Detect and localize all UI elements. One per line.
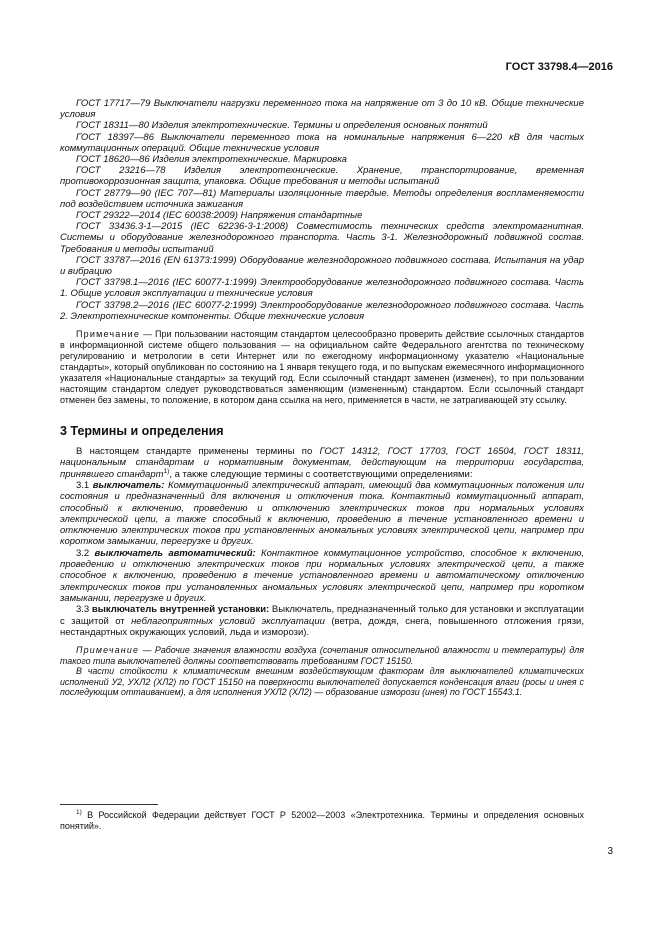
term-number: 3.1 [76, 479, 93, 491]
reference-item: ГОСТ 17717—79 Выключатели нагрузки переменного тока на напряжение от 3 до 10 кВ. Общие технические условия [60, 98, 584, 121]
term-3-2 [60, 548, 584, 604]
term-definition: Выключатель, предназначенный только для установки и эксплуатации с защитой от [60, 604, 584, 627]
term-definition: Контактное коммутационное устройство, способное к включению, проведению и отключению электрических токов при нормальных условиях электрической цепи, а также способное к включению, проведению в течение установленного времени и автоматическому отключению электрических токов при установленных аномальных условиях электрической цепи, например при коротком замыкании, перегрузке и других. [60, 547, 584, 604]
footnote-separator [60, 804, 158, 805]
term-definition-end: (ветра, дождя, снега, повышенного отложения грязи, нестандартных окружающих условий, льда и изморози). [60, 615, 584, 638]
reference-item: ГОСТ 18397—86 Выключатели переменного тока на номинальные напряжения 6—220 кВ для частых коммутационных операций. Общие технические условия [60, 131, 584, 154]
reference-item: ГОСТ 29322—2014 (IEC 60038:2009) Напряжения стандартные [76, 210, 363, 222]
reference-item: ГОСТ 33787—2016 (EN 61373:1999) Оборудование железнодорожного подвижного состава. Испытания на удар и вибрацию [60, 254, 584, 278]
page-number: 3 [607, 846, 613, 857]
reference-item: ГОСТ 23216—78 Изделия электротехнические. Хранение, транспортирование, временная противокоррозионная защита, упаковка. Общие требования и методы испытаний [60, 165, 584, 188]
term-definition: Коммутационный электрический аппарат, имеющий два коммутационных положения или состояния и предназначенный для включения и отключения тока. Контактный коммутационный аппарат, способный к включению, проведению и отключению электрических токов при нормальных условиях электрической цепи, а также способный к включению, проведению в течение установленного времени и отключению электрических токов при установленных аномальных условиях электрической цепи, например при коротком замыкании, перегрузке и других. [60, 479, 584, 548]
note-references [60, 329, 584, 406]
term-definition-italic: неблагоприятных условий эксплуатации [131, 615, 325, 627]
note-label: Примечание [76, 329, 141, 340]
term-name: выключатель внутренней установки: [91, 604, 270, 616]
reference-item: ГОСТ 33436.3-1—2015 (IEC 62236-3-1:2008) Совместимость технических средств электромагнитная. Системы и оборудование железнодорожного транспорта. Часть 3-1. Железнодорожный подвижной состав. Требования и методы испытаний [60, 221, 584, 255]
note-label: Примечание [76, 645, 140, 656]
reference-item: ГОСТ 18620—86 Изделия электротехнические. Маркировка [76, 154, 347, 166]
note-text: — Рабочие значения влажности воздуха (сочетания относительной влажности и температуры) для такого типа выключателей должны соответствовать требованиям ГОСТ 15150. [60, 645, 584, 666]
note-text: — При пользовании настоящим стандартом целесообразно проверить действие ссылочных стандартов в информационной системе общего пользования — на официальном сайте Федерального агентства по техническому регулированию и метрологии в сети Интернет или по ежегодному информационному указателю «Национальные стандарты», который опубликован по состоянию на 1 января текущего года, и по выпускам ежемесячного информационного указателя «Национальные стандарты» за текущий год. Если ссылочный стандарт заменен (изменен), то при пользовании настоящим стандартом следует руководствоваться заменяющим (измененным) стандартом. Если ссылочный стандарт отменен без замены, то положение, в котором дана ссылка на него, применяется в части, не затрагивающей эту ссылку. [60, 329, 584, 406]
term-number: 3.3 [76, 604, 92, 616]
term-name: выключатель: [92, 479, 165, 491]
term-name: выключатель автоматический: [94, 547, 256, 559]
page-content [60, 98, 584, 698]
intro-text-end: , а также следующие термины с соответствующими определениями: [169, 468, 473, 480]
intro-italic-text: ГОСТ 14312, ГОСТ 17703, ГОСТ 16504, ГОСТ 18311, национальным стандартам и нормативным документам, действующим на территории государства, принявшего стандарт [60, 446, 584, 480]
section-title: 3 Термины и определения [60, 424, 224, 439]
section-body [60, 446, 584, 638]
reference-item: ГОСТ 18311—80 Изделия электротехнические. Термины и определения основных понятий [76, 120, 488, 132]
reference-item: ГОСТ 33798.1—2016 (IEC 60077-1:1999) Электрооборудование железнодорожного подвижного состава. Часть 1. Общие условия эксплуатации и технические условия [60, 277, 584, 300]
reference-item: ГОСТ 28779—90 (IEC 707—81) Материалы изоляционные твердые. Методы определения воспламеняемости под воздействием источника зажигания [60, 187, 584, 210]
note-term-3-3 [60, 645, 584, 698]
intro-text: В настоящем стандарте применены термины по [76, 446, 320, 458]
reference-list [60, 98, 584, 322]
footnote-ref[interactable]: 1) [163, 467, 170, 475]
intro-paragraph [60, 446, 584, 480]
term-number: 3.2 [76, 547, 95, 559]
note-paragraph: В части стойкости к климатическим внешним воздействующим факторам для выключателей климатических исполнений У2, УХЛ2 (ХЛ2) по ГОСТ 15150 на поверхности выключателей допускается конденсация влаги (росы и инея с последующим оттаиванием), а для исполнения УХЛ2 (ХЛ2) — образование изморози (инея) по ГОСТ 15543.1. [60, 666, 584, 698]
note-paragraph [60, 645, 584, 666]
standard-header: ГОСТ 33798.4—2016 [505, 61, 613, 73]
term-3-1 [60, 480, 584, 548]
footnote [60, 810, 584, 832]
footnote-text: В Российской Федерации действует ГОСТ Р 52002—2003 «Электротехника. Термины и определения основных понятий». [60, 810, 584, 831]
reference-item: ГОСТ 33798.2—2016 (IEC 60077-2:1999) Электрооборудование железнодорожного подвижного состава. Часть 2. Электротехнические компоненты. Общие технические условия [60, 299, 584, 322]
term-3-3 [60, 604, 584, 638]
footnote-mark: 1) [76, 809, 82, 816]
